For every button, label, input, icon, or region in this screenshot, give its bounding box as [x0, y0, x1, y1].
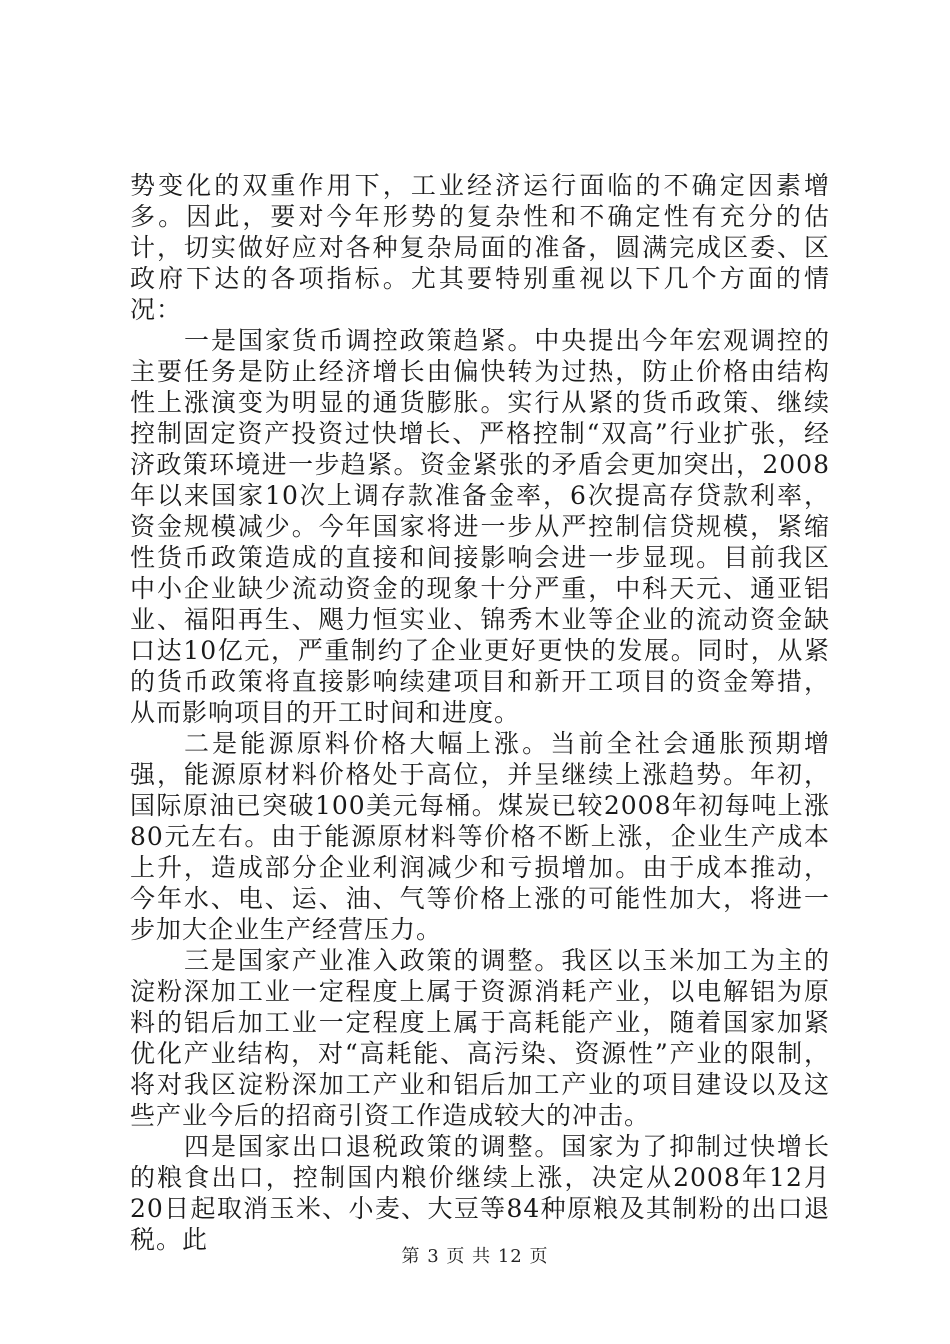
document-body [130, 170, 830, 1255]
page-number: 第 3 页 共 12 页 [401, 1246, 549, 1267]
paragraph-industry-access: 三是国家产业准入政策的调整。我区以玉米加工为主的淀粉深加工业一定程度上属于资源消耗产业，以电解铝为原料的铝后加工业一定程度上属于高耗能产业，随着国家加紧优化产业结构，对“高耗能、高污染、资源性”产业的限制，将对我区淀粉深加工产业和铝后加工产业的项目建设以及这些产业今后的招商引资工作造成较大的冲击。 [130, 946, 830, 1130]
paragraph-continuation: 势变化的双重作用下，工业经济运行面临的不确定因素增多。因此，要对今年形势的复杂性和不确定性有充分的估计，切实做好应对各种复杂局面的准备，圆满完成区委、区政府下达的各项指标。尤其要特别重视以下几个方面的情况： [130, 171, 830, 324]
paragraph-energy-prices: 二是能源原料价格大幅上涨。当前全社会通胀预期增强，能源原材料价格处于高位，并呈继续上涨趋势。年初，国际原油已突破100美元每桶。煤炭已较2008年初每吨上涨80元左右。由于能源原材料等价格不断上涨，企业生产成本上升，造成部分企业利润减少和亏损增加。由于成本推动，今年水、电、运、油、气等价格上涨的可能性加大，将进一步加大企业生产经营压力。 [130, 729, 830, 944]
paragraph-export-rebate: 四是国家出口退税政策的调整。国家为了抑制过快增长的粮食出口，控制国内粮价继续上涨，决定从2008年12月20日起取消玉米、小麦、大豆等84种原粮及其制粉的出口退税。此 [130, 1132, 830, 1254]
paragraph-monetary-policy: 一是国家货币调控政策趋紧。中央提出今年宏观调控的主要任务是防止经济增长由偏快转为过热，防止价格由结构性上涨演变为明显的通货膨胀。实行从紧的货币政策、继续控制固定资产投资过快增长、严格控制“双高”行业扩张，经济政策环境进一步趋紧。资金紧张的矛盾会更加突出，2008年以来国家10次上调存款准备金率，6次提高存贷款利率，资金规模减少。今年国家将进一步从严控制信贷规模，紧缩性货币政策造成的直接和间接影响会进一步显现。目前我区中小企业缺少流动资金的现象十分严重，中科天元、通亚铝业、福阳再生、飓力恒实业、锦秀木业等企业的流动资金缺口达10亿元，严重制约了企业更好更快的发展。同时，从紧的货币政策将直接影响续建项目和新开工项目的资金筹措，从而影响项目的开工时间和进度。 [130, 326, 830, 727]
